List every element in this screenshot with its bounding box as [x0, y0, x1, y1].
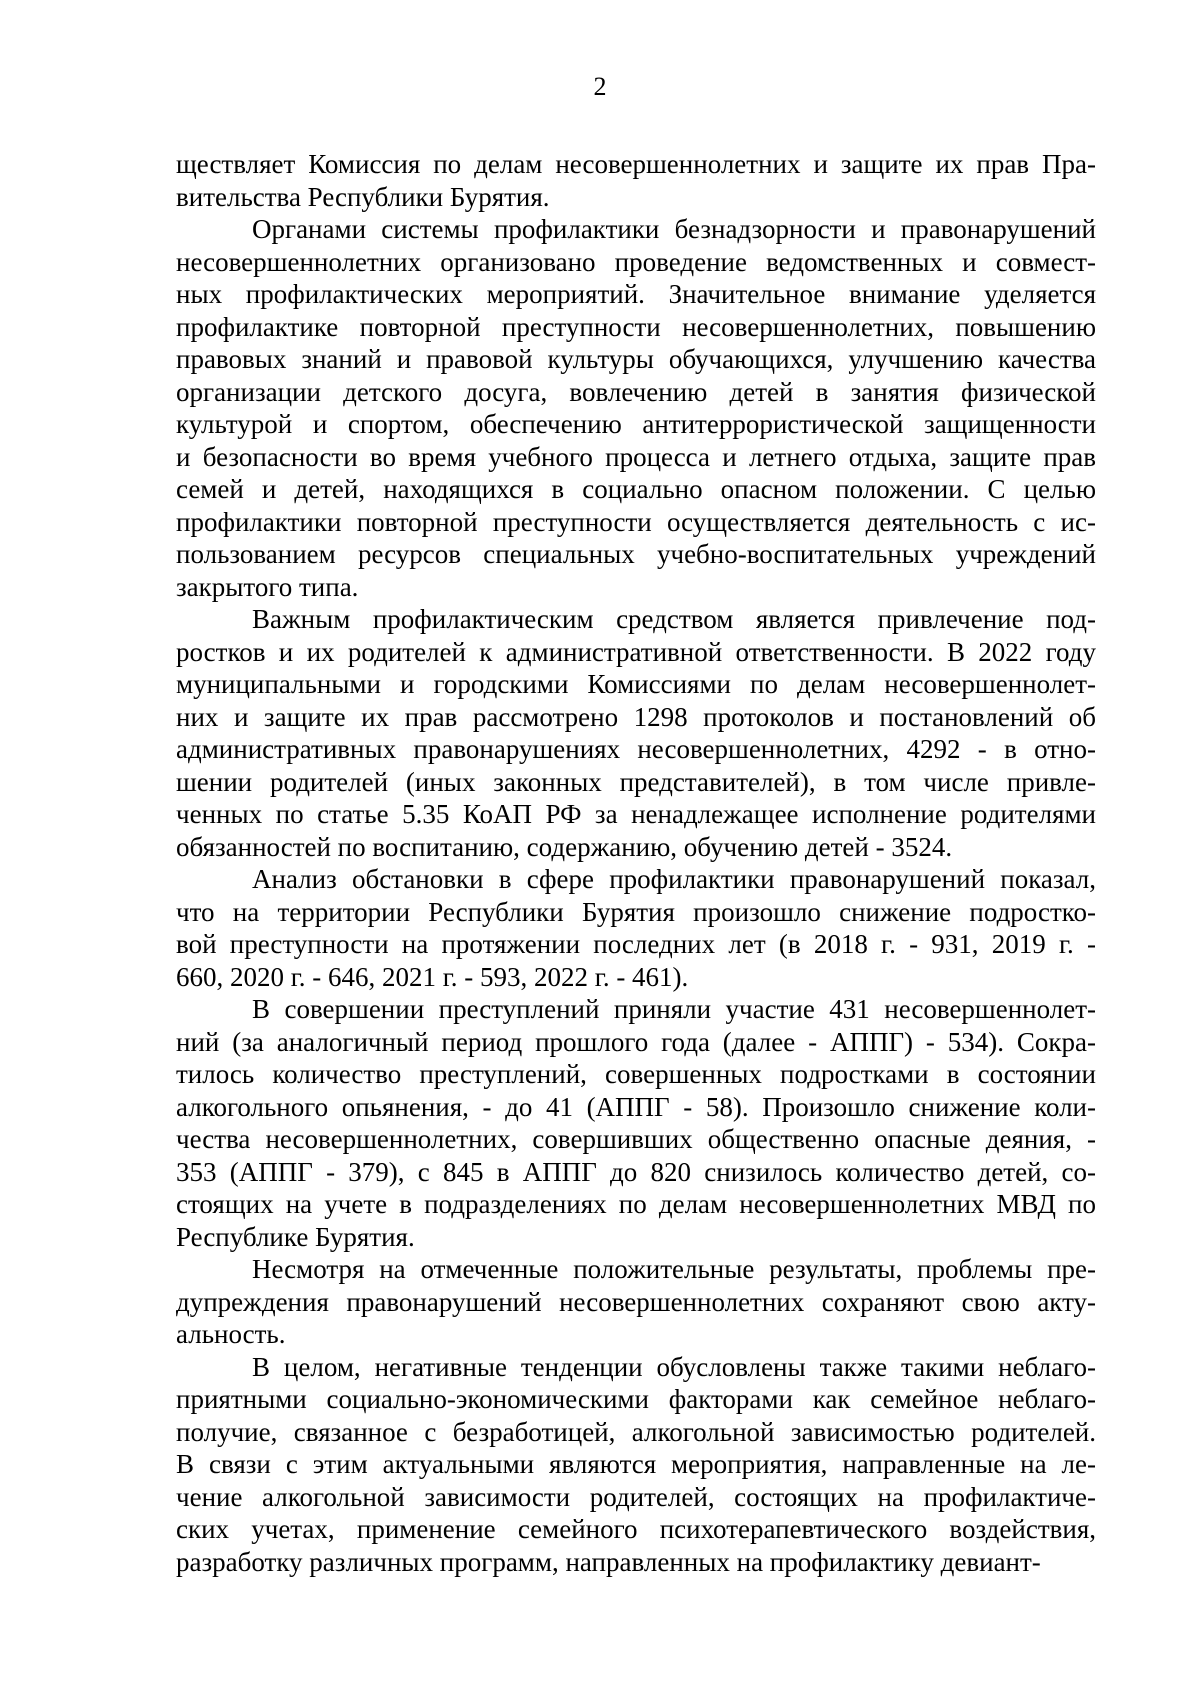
text-line: ченных по статье 5.35 КоАП РФ за ненадлежащее исполнение родителями — [176, 799, 1096, 829]
page-number: 2 — [593, 72, 607, 101]
text-line: организации детского досуга, вовлечению детей в занятия физической — [176, 376, 1096, 407]
text-line: 353 (АППГ - 379), с 845 в АППГ до 820 снизилось количество детей, со- — [176, 1156, 1096, 1187]
text-line: дупреждения правонарушений несовершеннолетних сохраняют свою акту- — [176, 1286, 1096, 1317]
text-line: разработку различных программ, направленных на профилактику девиант- — [176, 1546, 1041, 1577]
text-line: Важным профилактическим средством является привлечение под- — [252, 604, 1096, 634]
text-line: пользованием ресурсов специальных учебно-воспитательных учреждений — [176, 539, 1096, 569]
text-line: ний (за аналогичный период прошлого года (далее - АППГ) - 534). Сокра- — [176, 1026, 1096, 1057]
text-line: муниципальными и городскими Комиссиями по делам несовершеннолет- — [176, 669, 1096, 699]
text-line: семей и детей, находящихся в социально опасном положении. С целью — [176, 474, 1096, 504]
text-line: что на территории Республики Бурятия произошло снижение подростко- — [176, 896, 1096, 927]
text-line: ских учетах, применение семейного психотерапевтического воздействия, — [176, 1514, 1096, 1544]
text-line: шении родителей (иных законных представителей), в том числе привле- — [176, 766, 1096, 797]
text-line: вительства Республики Бурятия. — [176, 181, 550, 212]
text-line: получие, связанное с безработицей, алкогольной зависимостью родителей. — [176, 1416, 1096, 1447]
text-line: тилось количество преступлений, совершенных подростками в состоянии — [176, 1059, 1096, 1089]
text-line: правовых знаний и правовой культуры обучающихся, улучшению качества — [176, 344, 1096, 374]
paragraph — [176, 148, 1096, 213]
paragraph — [176, 863, 1096, 993]
text-line: Несмотря на отмеченные положительные результаты, проблемы пре- — [252, 1254, 1096, 1284]
document-body — [176, 148, 1096, 1578]
text-line: профилактики повторной преступности осуществляется деятельность с ис- — [176, 506, 1096, 537]
text-line: чение алкогольной зависимости родителей, состоящих на профилактиче- — [176, 1481, 1096, 1512]
text-line: ных профилактических мероприятий. Значительное внимание уделяется — [176, 279, 1096, 309]
text-line: ществляет Комиссия по делам несовершеннолетних и защите их прав Пра- — [176, 149, 1096, 179]
text-line: и безопасности во время учебного процесса и летнего отдыха, защите прав — [176, 441, 1096, 472]
text-line: административных правонарушениях несовершеннолетних, 4292 - в отно- — [176, 734, 1096, 764]
text-line: ростков и их родителей к административной ответственности. В 2022 году — [176, 636, 1096, 667]
text-line: В целом, негативные тенденции обусловлены также такими неблаго- — [252, 1351, 1096, 1382]
text-line: приятными социально-экономическими факторами как семейное неблаго- — [176, 1384, 1096, 1414]
paragraph — [176, 1351, 1096, 1579]
paragraph — [176, 213, 1096, 603]
text-line: Анализ обстановки в сфере профилактики правонарушений показал, — [252, 864, 1096, 894]
paragraph — [176, 993, 1096, 1253]
paragraph — [176, 1253, 1096, 1351]
text-line: профилактике повторной преступности несовершеннолетних, повышению — [176, 311, 1096, 342]
text-line: них и защите их прав рассмотрено 1298 протоколов и постановлений об — [176, 701, 1096, 732]
text-line: закрытого типа. — [176, 571, 359, 602]
text-line: вой преступности на протяжении последних лет (в 2018 г. - 931, 2019 г. - — [176, 929, 1096, 959]
text-line: несовершеннолетних организовано проведение ведомственных и совмест- — [176, 246, 1096, 277]
text-line: алкогольного опьянения, - до 41 (АППГ - 58). Произошло снижение коли- — [176, 1091, 1096, 1122]
text-line: чества несовершеннолетних, совершивших общественно опасные деяния, - — [176, 1124, 1096, 1154]
text-line: культурой и спортом, обеспечению антитеррористической защищенности — [176, 409, 1096, 439]
text-line: Органами системы профилактики безнадзорности и правонарушений — [252, 214, 1096, 244]
text-line: В связи с этим актуальными являются мероприятия, направленные на ле- — [176, 1449, 1096, 1479]
paragraph — [176, 603, 1096, 863]
text-line: стоящих на учете в подразделениях по делам несовершеннолетних МВД по — [176, 1189, 1096, 1219]
text-line: альность. — [176, 1319, 286, 1349]
text-line: обязанностей по воспитанию, содержанию, обучению детей - 3524. — [176, 831, 953, 862]
text-line: 660, 2020 г. - 646, 2021 г. - 593, 2022 г. - 461). — [176, 961, 689, 992]
text-line: Республике Бурятия. — [176, 1221, 415, 1252]
text-line: В совершении преступлений приняли участие 431 несовершеннолет- — [252, 994, 1096, 1024]
